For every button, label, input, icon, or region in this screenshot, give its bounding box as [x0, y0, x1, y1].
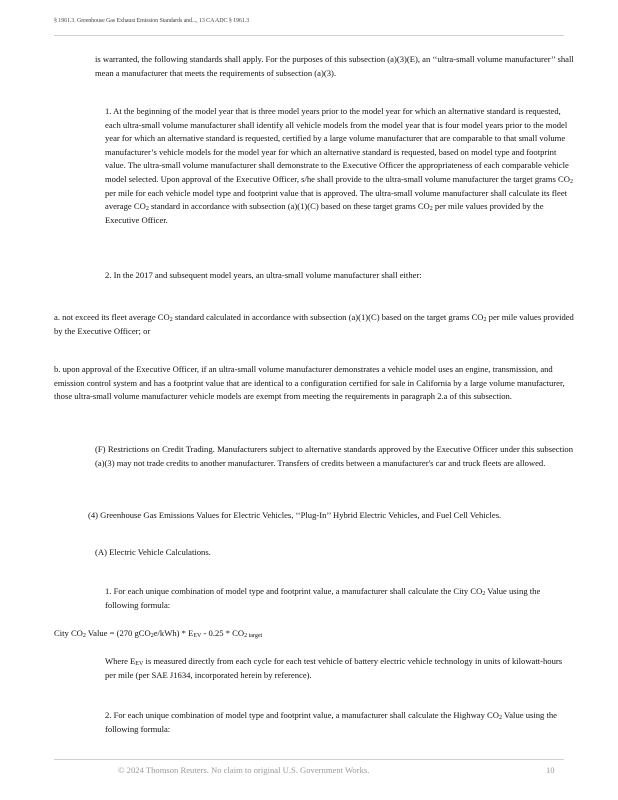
paragraph-text: per mile for each vehicle model type and footprint value that is approved. The ultra-small volume manufacturer shall calculate its fleet average CO — [105, 187, 568, 212]
subscript: 2 — [429, 206, 433, 213]
paragraph-2017-requirements — [105, 269, 575, 283]
footer-copyright: © 2024 Thomson Reuters. No claim to original U.S. Government Works. — [118, 765, 370, 775]
paragraph-eev-definition — [105, 655, 575, 682]
subsection-heading-ev-calculations — [95, 546, 565, 560]
city-co2-formula — [54, 627, 262, 644]
paragraph-text: 1. At the beginning of the model year that is three model years prior to the model year for which an alternative standard is requested, each ultra-small volume manufacturer shall identify all vehicle models from the model year that is four model years prior to the model year for which an alternative standard is requested, certified by a large volume manufacturer that are comparable to that small volume manufacturer’s vehicle models for the model year for which an alternative standard is requested, based on model type and footprint value. The ultra-small volume manufacturer shall demonstrate to the Executive Officer the appropriateness of each comparable vehicle model selected. Upon approval of the Executive Officer, s/he shall provide to the ultra-small volume manufacturer the target grams CO — [105, 106, 570, 184]
subscript: 2 — [482, 591, 486, 597]
paragraph-text: Value using the following formula: — [105, 710, 557, 734]
paragraph-option-b — [54, 363, 574, 404]
subscript: EV — [193, 633, 202, 639]
paragraph-text: Where E — [105, 656, 136, 666]
paragraph-text: a. not exceed its fleet average CO — [54, 312, 170, 322]
subscript: 2 — [169, 317, 173, 323]
paragraph-text: per mile values provided by the Executive Officer; or — [54, 312, 574, 336]
paragraph-text: per mile values provided by the Executive Officer. — [105, 201, 544, 225]
subscript: EV — [135, 661, 144, 667]
subscript: 2 — [145, 206, 149, 213]
paragraph-text: 2. For each unique combination of model type and footprint value, a manufacturer shall calculate the Highway CO — [105, 710, 499, 720]
paragraph-text: Value using the following formula: — [105, 586, 541, 610]
paragraph-text: 2. In the 2017 and subsequent model years, an ultra-small volume manufacturer shall either: — [105, 270, 422, 280]
paragraph-text: b. upon approval of the Executive Officer, if an ultra-small volume manufacturer demonstrates a vehicle model uses an engine, transmission, and emission control system and has a footprint value that are identical to a configuration certified for sale in California by a large volume manufacturer, those ultra-small volume manufacturer vehicle models are exempt from meeting the requirements in paragraph 2.a of this subsection. — [54, 364, 565, 402]
subscript: 2 — [483, 317, 487, 323]
formula-text: City CO — [54, 628, 83, 638]
header-divider — [54, 35, 564, 36]
paragraph-text: standard in accordance with subsection (a)(1)(C) based on these target grams CO — [148, 201, 430, 212]
formula-text: Value = (270 gCO — [85, 628, 151, 638]
page-number: 10 — [546, 765, 555, 775]
formula-text: - 0.25 * CO — [201, 628, 245, 638]
paragraph-text: is measured directly from each cycle for each test vehicle of battery electric vehicle technology in units of kilowatt-hours per mile (per SAE J1634, incorporated herein by reference). — [105, 656, 563, 680]
section-heading-ghg-values — [88, 509, 578, 523]
subscript: 2 target — [244, 633, 263, 639]
paragraph-city-value — [105, 585, 575, 612]
subscript: 2 — [569, 178, 573, 185]
paragraph-definition — [95, 53, 577, 80]
paragraph-text: is warranted, the following standards shall apply. For the purposes of this subsection (a)(3)(E), an ‘‘ultra-small volume manufacturer’’ shall mean a manufacturer that meets the requirements of subsection (a)(3). — [95, 54, 574, 78]
paragraph-text: standard calculated in accordance with subsection (a)(1)(C) based on the target grams CO — [172, 312, 484, 322]
paragraph-text: (F) Restrictions on Credit Trading. Manufacturers subject to alternative standards approved by the Executive Officer under this subsection (a)(3) may not trade credits to another manufacturer. Transfers of credits between a manufacturer's car and truck fleets are allowed. — [95, 444, 573, 468]
paragraph-text: (A) Electric Vehicle Calculations. — [95, 547, 211, 557]
formula-text: e/kWh) * E — [153, 628, 194, 638]
page-header-citation: § 1961.3. Greenhouse Gas Exhaust Emission Standards and..., 13 CA ADC § 1961.3 — [54, 18, 250, 24]
paragraph-option-a — [54, 311, 574, 338]
paragraph-highway-value — [105, 709, 575, 736]
paragraph-text: 1. For each unique combination of model type and footprint value, a manufacturer shall calculate the City CO — [105, 586, 483, 596]
paragraph-text: (4) Greenhouse Gas Emissions Values for Electric Vehicles, ‘‘Plug-In’’ Hybrid Electric Vehicles, and Fuel Cell Vehicles. — [88, 510, 502, 520]
paragraph-credit-trading — [95, 443, 573, 470]
paragraph-comparable-models — [105, 105, 575, 227]
subscript: 2 — [82, 633, 86, 639]
footer-divider — [54, 759, 564, 760]
subscript: 2 — [150, 633, 154, 639]
subscript: 2 — [499, 715, 502, 721]
